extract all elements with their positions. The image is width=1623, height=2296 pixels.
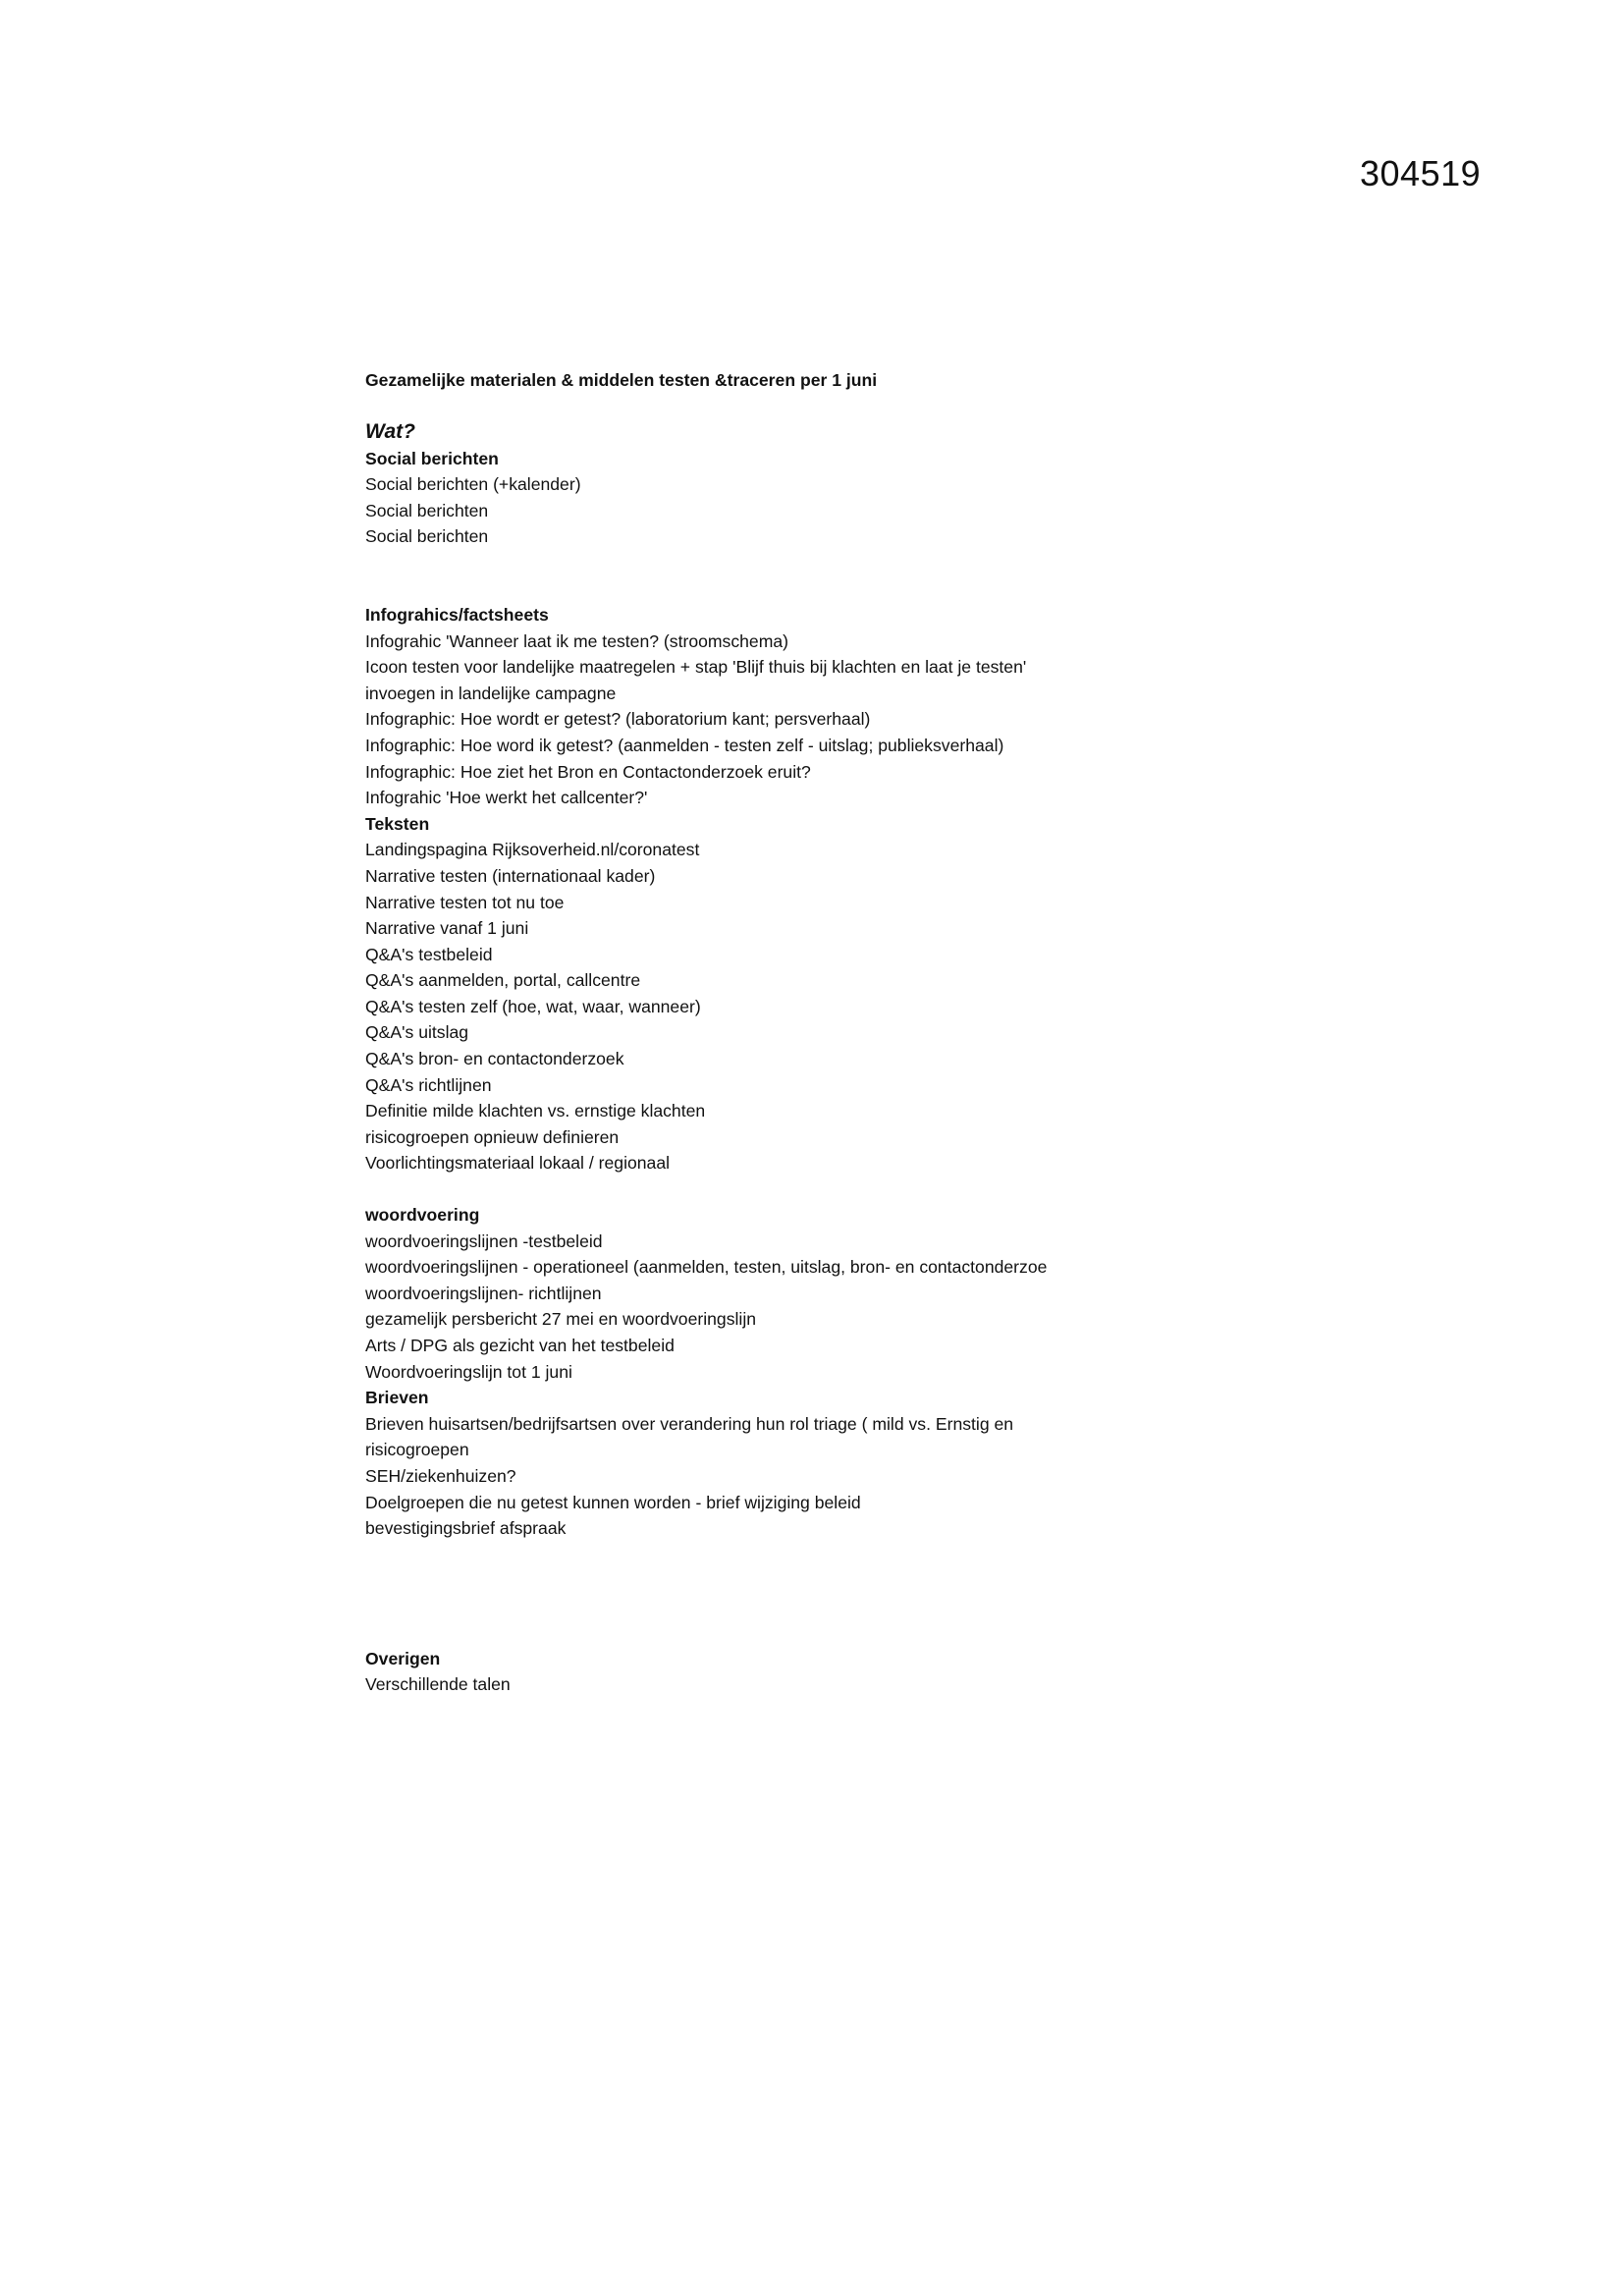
woordvoering-heading: woordvoering bbox=[365, 1205, 480, 1226]
list-item: Social berichten bbox=[365, 500, 489, 520]
list-item: woordvoeringslijnen - operationeel (aanmelden, testen, uitslag, bron- en contactonderzoe bbox=[365, 1257, 1048, 1278]
list-item: Infographic: Hoe wordt er getest? (laboratorium kant; persverhaal) bbox=[365, 709, 871, 730]
list-item: risicogroepen opnieuw definieren bbox=[365, 1126, 620, 1147]
infographics-heading: Infograhics/factsheets bbox=[365, 604, 549, 625]
list-item: woordvoeringslijnen- richtlijnen bbox=[365, 1283, 602, 1303]
list-item: Narrative testen tot nu toe bbox=[365, 892, 565, 912]
document-title: Gezamelijke materialen & middelen testen &traceren per 1 juni bbox=[365, 370, 878, 390]
list-item: bevestigingsbrief afspraak bbox=[365, 1518, 567, 1539]
social-heading: Social berichten bbox=[365, 448, 499, 468]
list-item: Infograhic 'Hoe werkt het callcenter?' bbox=[365, 788, 648, 808]
list-item: Verschillende talen bbox=[365, 1674, 511, 1695]
list-item: Q&A's uitslag bbox=[365, 1022, 469, 1043]
list-item: Narrative vanaf 1 juni bbox=[365, 918, 529, 939]
list-item: Q&A's richtlijnen bbox=[365, 1074, 492, 1095]
section-wat-heading: Wat? bbox=[365, 419, 415, 443]
list-item: invoegen in landelijke campagne bbox=[365, 683, 617, 703]
list-item: Social berichten bbox=[365, 526, 489, 547]
list-item: Q&A's testbeleid bbox=[365, 944, 493, 964]
list-item: Infographic: Hoe ziet het Bron en Contactonderzoek eruit? bbox=[365, 761, 811, 782]
list-item: Narrative testen (internationaal kader) bbox=[365, 865, 656, 886]
document-number: 304519 bbox=[1360, 153, 1482, 193]
list-item: Icoon testen voor landelijke maatregelen + stap 'Blijf thuis bij klachten en laat je testen' bbox=[365, 657, 1027, 678]
list-item: Q&A's bron- en contactonderzoek bbox=[365, 1049, 624, 1069]
list-item: Infograhic 'Wanneer laat ik me testen? (stroomschema) bbox=[365, 630, 789, 651]
list-item: risicogroepen bbox=[365, 1440, 469, 1460]
list-item: Voorlichtingsmateriaal lokaal / regionaal bbox=[365, 1153, 671, 1174]
list-item: gezamelijk persbericht 27 mei en woordvoeringslijn bbox=[365, 1309, 757, 1330]
list-item: Q&A's aanmelden, portal, callcentre bbox=[365, 970, 641, 991]
list-item: woordvoeringslijnen -testbeleid bbox=[365, 1230, 603, 1251]
list-item: Social berichten (+kalender) bbox=[365, 474, 581, 495]
list-item: Q&A's testen zelf (hoe, wat, waar, wanneer) bbox=[365, 996, 701, 1016]
brieven-heading: Brieven bbox=[365, 1388, 429, 1408]
list-item: Definitie milde klachten vs. ernstige klachten bbox=[365, 1101, 706, 1121]
list-item: Brieven huisartsen/bedrijfsartsen over verandering hun rol triage ( mild vs. Ernstig en bbox=[365, 1413, 1014, 1434]
list-item: SEH/ziekenhuizen? bbox=[365, 1465, 516, 1486]
list-item: Arts / DPG als gezicht van het testbeleid bbox=[365, 1336, 675, 1355]
overigen-heading: Overigen bbox=[365, 1648, 441, 1668]
document-body bbox=[365, 367, 1494, 1698]
list-item: Woordvoeringslijn tot 1 juni bbox=[365, 1361, 572, 1382]
list-item: Doelgroepen die nu getest kunnen worden - brief wijziging beleid bbox=[365, 1492, 861, 1512]
list-item: Infographic: Hoe word ik getest? (aanmelden - testen zelf - uitslag; publieksverhaal) bbox=[365, 735, 1004, 755]
teksten-heading: Teksten bbox=[365, 813, 430, 834]
list-item: Landingspagina Rijksoverheid.nl/coronatest bbox=[365, 840, 700, 860]
